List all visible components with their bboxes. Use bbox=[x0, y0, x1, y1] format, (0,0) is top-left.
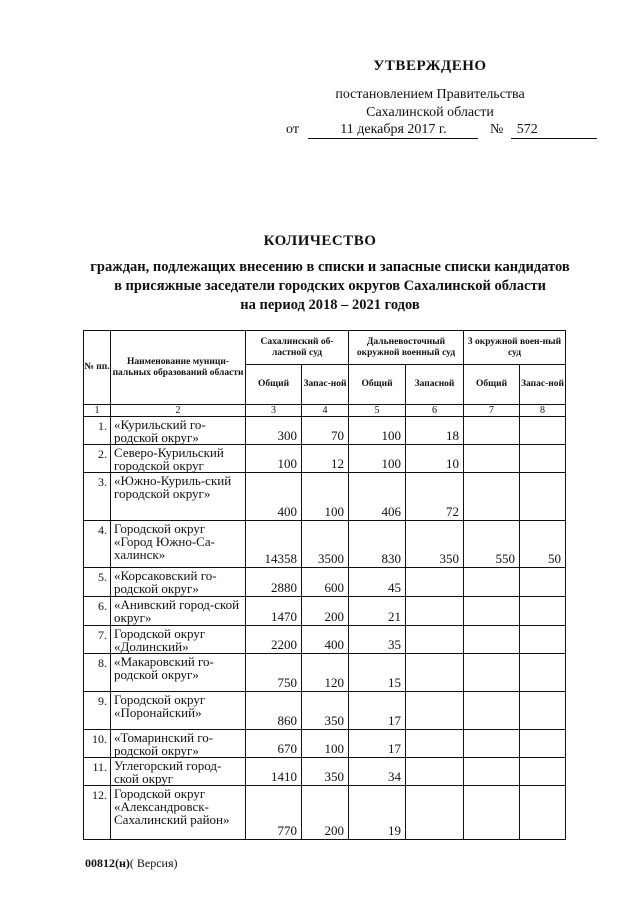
sakhalin-general: 1410 bbox=[246, 758, 302, 786]
row-index: 6. bbox=[84, 597, 111, 626]
sakhalin-general: 770 bbox=[246, 786, 302, 840]
third-general bbox=[464, 758, 520, 786]
row-index: 4. bbox=[84, 521, 111, 568]
row-index: 9. bbox=[84, 692, 111, 730]
row-index: 3. bbox=[84, 473, 111, 521]
table-row bbox=[84, 692, 566, 730]
municipality-name: «Томаринский го-родской округ» bbox=[111, 730, 246, 758]
sakhalin-reserve: 100 bbox=[302, 730, 349, 758]
third-reserve bbox=[520, 417, 566, 445]
third-general bbox=[464, 654, 520, 692]
row-index: 10. bbox=[84, 730, 111, 758]
sakhalin-general: 750 bbox=[246, 654, 302, 692]
sakhalin-reserve: 70 bbox=[302, 417, 349, 445]
header-name: Наименование муници-пальных образований области bbox=[111, 331, 246, 405]
table-row bbox=[84, 521, 566, 568]
table-row bbox=[84, 417, 566, 445]
table-row bbox=[84, 758, 566, 786]
header-court-far-east: Дальневосточный окружной военный суд bbox=[349, 331, 464, 365]
fareast-general: 830 bbox=[349, 521, 406, 568]
header-c2-reserve: Запасной bbox=[406, 365, 464, 405]
fareast-reserve bbox=[406, 786, 464, 840]
third-general bbox=[464, 445, 520, 473]
header-c3-reserve: Запас-ной bbox=[520, 365, 566, 405]
decree-date: 11 декабря 2017 г. bbox=[308, 122, 478, 139]
sakhalin-general: 2200 bbox=[246, 626, 302, 654]
row-index: 7. bbox=[84, 626, 111, 654]
third-reserve bbox=[520, 654, 566, 692]
sakhalin-reserve: 12 bbox=[302, 445, 349, 473]
table-row bbox=[84, 626, 566, 654]
fareast-reserve bbox=[406, 597, 464, 626]
municipality-name: Городской округ «Поронайский» bbox=[111, 692, 246, 730]
fareast-general: 19 bbox=[349, 786, 406, 840]
fareast-general: 17 bbox=[349, 730, 406, 758]
fareast-reserve bbox=[406, 758, 464, 786]
sakhalin-general: 1470 bbox=[246, 597, 302, 626]
column-number: 6 bbox=[406, 405, 464, 417]
fareast-general: 21 bbox=[349, 597, 406, 626]
row-index: 11. bbox=[84, 758, 111, 786]
sakhalin-reserve: 600 bbox=[302, 568, 349, 597]
header-num: № пп. bbox=[84, 331, 111, 405]
municipality-name: «Курильский го-родской округ» bbox=[111, 417, 246, 445]
document-code: 00812(н) bbox=[85, 856, 130, 870]
column-number: 8 bbox=[520, 405, 566, 417]
sakhalin-general: 100 bbox=[246, 445, 302, 473]
sakhalin-reserve: 200 bbox=[302, 786, 349, 840]
sakhalin-general: 14358 bbox=[246, 521, 302, 568]
subtitle-line-1: граждан, подлежащих внесению в списки и запасные списки кандидатов bbox=[90, 259, 570, 275]
third-general bbox=[464, 692, 520, 730]
header-court-third: 3 окружной воен-ный суд bbox=[464, 331, 566, 365]
document-subtitle bbox=[60, 258, 600, 315]
number-prefix: № bbox=[489, 122, 504, 137]
third-reserve bbox=[520, 786, 566, 840]
version-label: ( Версия) bbox=[129, 856, 178, 870]
third-general bbox=[464, 473, 520, 521]
fareast-reserve bbox=[406, 654, 464, 692]
column-number: 7 bbox=[464, 405, 520, 417]
fareast-general: 406 bbox=[349, 473, 406, 521]
approval-line-1: постановлением Правительства bbox=[335, 87, 525, 102]
column-number: 5 bbox=[349, 405, 406, 417]
third-general bbox=[464, 568, 520, 597]
sakhalin-general: 2880 bbox=[246, 568, 302, 597]
table-row bbox=[84, 730, 566, 758]
row-index: 8. bbox=[84, 654, 111, 692]
decree-date-row bbox=[286, 122, 597, 139]
third-reserve bbox=[520, 568, 566, 597]
third-general bbox=[464, 730, 520, 758]
column-number: 2 bbox=[111, 405, 246, 417]
municipality-name: «Корсаковский го-родской округ» bbox=[111, 568, 246, 597]
sakhalin-reserve: 100 bbox=[302, 473, 349, 521]
fareast-general: 45 bbox=[349, 568, 406, 597]
third-general bbox=[464, 786, 520, 840]
row-index: 1. bbox=[84, 417, 111, 445]
sakhalin-general: 860 bbox=[246, 692, 302, 730]
fareast-reserve bbox=[406, 626, 464, 654]
sakhalin-reserve: 200 bbox=[302, 597, 349, 626]
fareast-reserve: 10 bbox=[406, 445, 464, 473]
row-index: 12. bbox=[84, 786, 111, 840]
approval-authority bbox=[300, 86, 560, 122]
fareast-reserve bbox=[406, 568, 464, 597]
jurors-table bbox=[83, 330, 566, 840]
municipality-name: Северо-Курильский городской округ bbox=[111, 445, 246, 473]
sakhalin-general: 400 bbox=[246, 473, 302, 521]
third-reserve bbox=[520, 692, 566, 730]
table-row bbox=[84, 568, 566, 597]
table-row bbox=[84, 786, 566, 840]
fareast-general: 17 bbox=[349, 692, 406, 730]
approval-line-2: Сахалинской области bbox=[366, 105, 494, 120]
column-numbers-row bbox=[84, 405, 566, 417]
footer-version bbox=[85, 856, 178, 871]
document-title: КОЛИЧЕСТВО bbox=[263, 233, 377, 249]
header-c2-general: Общий bbox=[349, 365, 406, 405]
sakhalin-reserve: 400 bbox=[302, 626, 349, 654]
column-number: 4 bbox=[302, 405, 349, 417]
third-general bbox=[464, 597, 520, 626]
header-c1-general: Общий bbox=[246, 365, 302, 405]
fareast-general: 100 bbox=[349, 417, 406, 445]
approved-heading: УТВЕРЖДЕНО bbox=[373, 58, 487, 74]
third-reserve bbox=[520, 597, 566, 626]
fareast-general: 35 bbox=[349, 626, 406, 654]
municipality-name: «Макаровский го-родской округ» bbox=[111, 654, 246, 692]
fareast-reserve bbox=[406, 692, 464, 730]
sakhalin-reserve: 3500 bbox=[302, 521, 349, 568]
sakhalin-general: 670 bbox=[246, 730, 302, 758]
column-number: 3 bbox=[246, 405, 302, 417]
table-row bbox=[84, 654, 566, 692]
fareast-reserve: 72 bbox=[406, 473, 464, 521]
header-c3-general: Общий bbox=[464, 365, 520, 405]
third-general: 550 bbox=[464, 521, 520, 568]
column-number: 1 bbox=[84, 405, 111, 417]
municipality-name: «Южно-Куриль-ский городской округ» bbox=[111, 473, 246, 521]
row-index: 5. bbox=[84, 568, 111, 597]
fareast-reserve: 18 bbox=[406, 417, 464, 445]
subtitle-line-3: на период 2018 – 2021 годов bbox=[240, 297, 420, 313]
header-court-sakhalin: Сахалинский об-ластной суд bbox=[246, 331, 349, 365]
table-row bbox=[84, 597, 566, 626]
municipality-name: «Анивский город-ской округ» bbox=[111, 597, 246, 626]
third-reserve bbox=[520, 445, 566, 473]
municipality-name: Углегорский город-ской округ bbox=[111, 758, 246, 786]
fareast-reserve bbox=[406, 730, 464, 758]
fareast-general: 100 bbox=[349, 445, 406, 473]
table-row bbox=[84, 473, 566, 521]
municipality-name: Городской округ «Долинский» bbox=[111, 626, 246, 654]
header-c1-reserve: Запас-ной bbox=[302, 365, 349, 405]
municipality-name: Городской округ «Александровск-Сахалинский район» bbox=[111, 786, 246, 840]
third-reserve: 50 bbox=[520, 521, 566, 568]
third-reserve bbox=[520, 730, 566, 758]
fareast-reserve: 350 bbox=[406, 521, 464, 568]
row-index: 2. bbox=[84, 445, 111, 473]
sakhalin-general: 300 bbox=[246, 417, 302, 445]
municipality-name: Городской округ «Город Южно-Са-халинск» bbox=[111, 521, 246, 568]
sakhalin-reserve: 350 bbox=[302, 692, 349, 730]
table-row bbox=[84, 445, 566, 473]
fareast-general: 34 bbox=[349, 758, 406, 786]
third-general bbox=[464, 417, 520, 445]
third-general bbox=[464, 626, 520, 654]
subtitle-line-2: в присяжные заседатели городских округов Сахалинской области bbox=[114, 278, 546, 294]
sakhalin-reserve: 350 bbox=[302, 758, 349, 786]
date-prefix: от bbox=[286, 122, 299, 137]
third-reserve bbox=[520, 758, 566, 786]
third-reserve bbox=[520, 626, 566, 654]
fareast-general: 15 bbox=[349, 654, 406, 692]
third-reserve bbox=[520, 473, 566, 521]
decree-number: 572 bbox=[511, 122, 597, 139]
sakhalin-reserve: 120 bbox=[302, 654, 349, 692]
